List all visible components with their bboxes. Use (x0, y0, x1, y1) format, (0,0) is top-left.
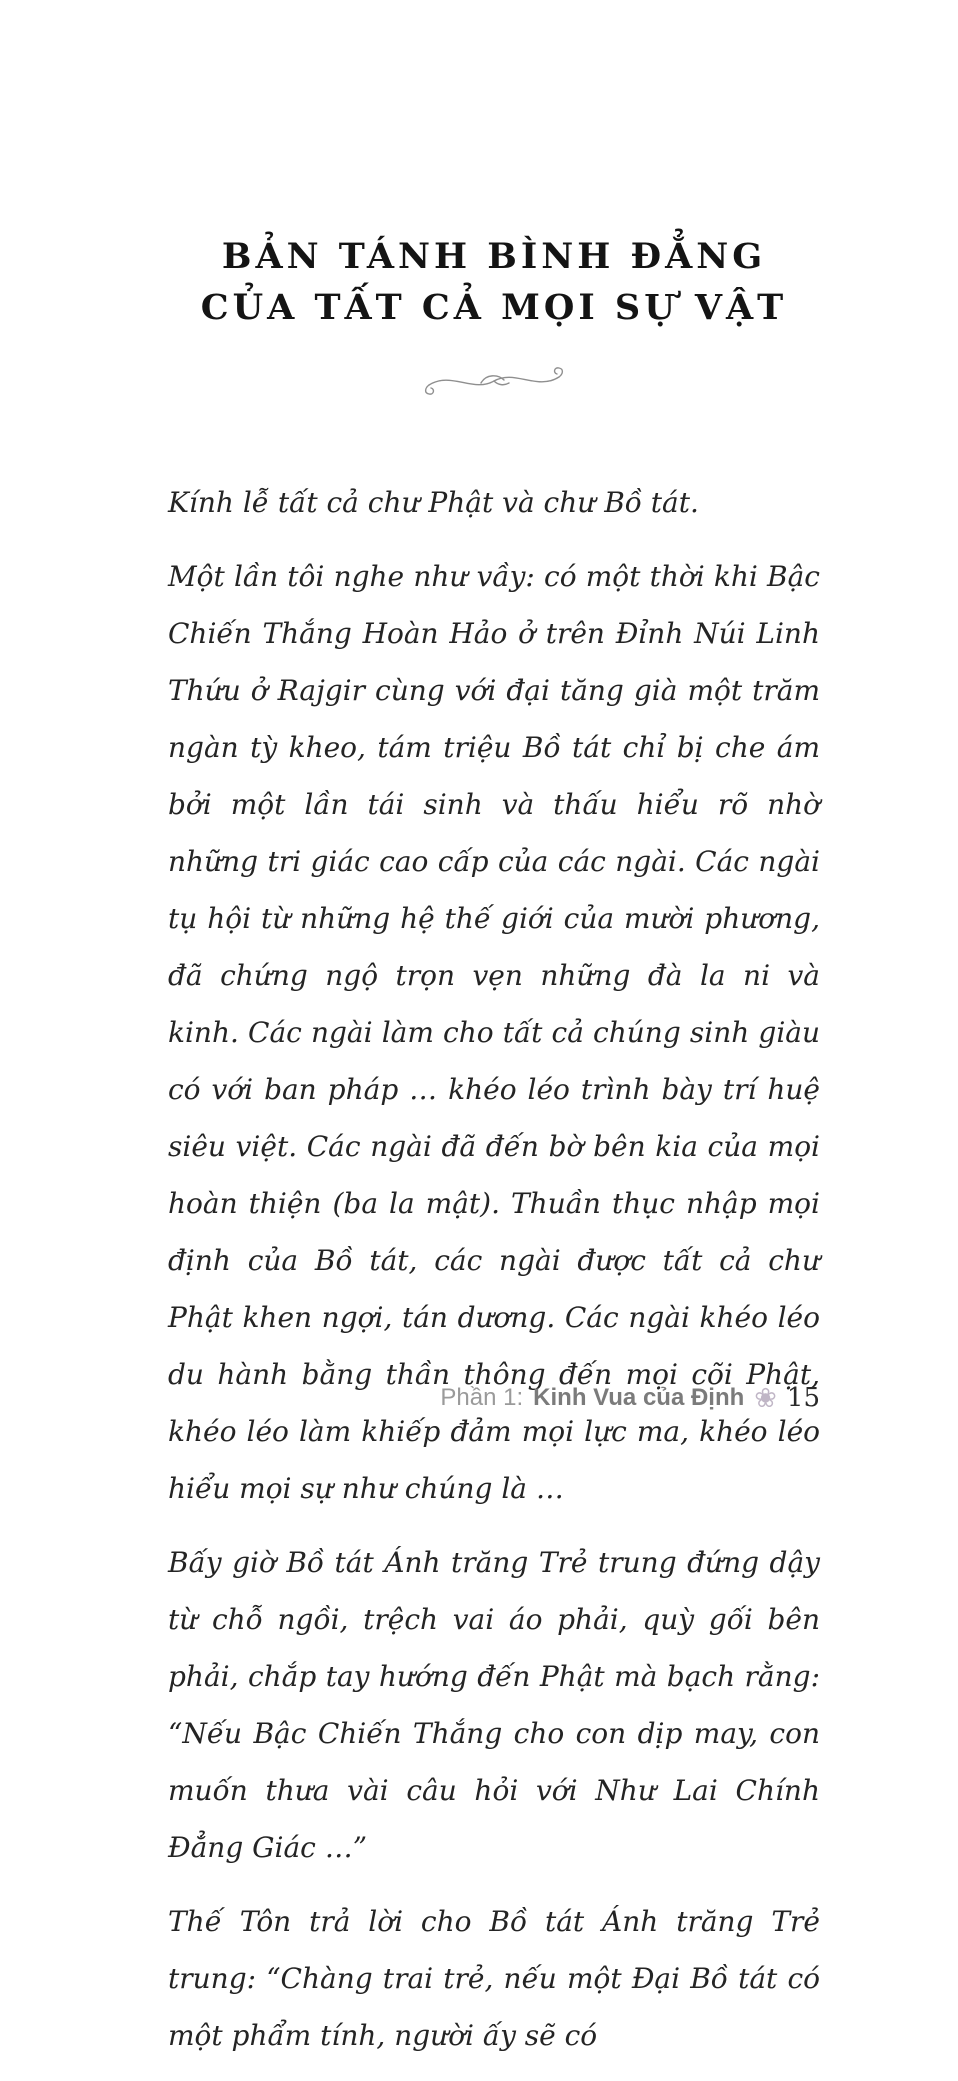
footer-part-label: Phần 1: (440, 1384, 524, 1411)
paragraph-sutra-opening: Một lần tôi nghe như vầy: có một thời khi Bậc Chiến Thắng Hoàn Hảo ở trên Đỉnh Núi Linh Thứu ở Rajgir cùng với đại tăng già một trăm ngàn tỳ kheo, tám triệu Bồ tát chỉ bị che ám bởi một lần tái sinh và thấu hiểu rõ nhờ những tri giác cao cấp của các ngài. Các ngài tụ hội từ những hệ thế giới của mười phương, đã chứng ngộ trọn vẹn những đà la ni và kinh. Các ngài làm cho tất cả chúng sinh giàu có với ban pháp … khéo léo trình bày trí huệ siêu việt. Các ngài đã đến bờ bên kia của mọi hoàn thiện (ba la mật). Thuần thục nhập mọi định của Bồ tát, các ngài được tất cả chư Phật khen ngợi, tán dương. Các ngài khéo léo du hành bằng thần thông đến mọi cõi Phật, khéo léo làm khiếp đảm mọi lực ma, khéo léo hiểu mọi sự như chúng là … (168, 559, 820, 1505)
paragraph-bodhisattva-question: Bấy giờ Bồ tát Ánh trăng Trẻ trung đứng dậy từ chỗ ngồi, trệch vai áo phải, quỳ gối bên phải, chắp tay hướng đến Phật mà bạch rằng: “Nếu Bậc Chiến Thắng cho con dịp may, con muốn thưa vài câu hỏi với Như Lai Chính Đẳng Giác …” (168, 1545, 820, 1864)
paragraph-buddha-reply: Thế Tôn trả lời cho Bồ tát Ánh trăng Trẻ trung: “Chàng trai trẻ, nếu một Đại Bồ tát có một phẩm tính, người ấy sẽ có (168, 1904, 820, 2052)
page-footer (440, 1383, 820, 1413)
lotus-icon: ❀ (754, 1382, 777, 1414)
page-content (168, 232, 820, 2081)
paragraph-homage: Kính lễ tất cả chư Phật và chư Bồ tát. (168, 485, 699, 519)
chapter-title-line-2: CỦA TẤT CẢ MỌI SỰ VẬT (200, 286, 788, 328)
footer-book-title: Kinh Vua của Định (533, 1384, 745, 1411)
flourish-ornament-icon (419, 362, 569, 400)
chapter-title (168, 232, 820, 334)
body-text (168, 474, 820, 2064)
chapter-title-line-1: BẢN TÁNH BÌNH ĐẲNG (221, 236, 767, 277)
ornament-wrap (168, 362, 820, 404)
page-number: 15 (786, 1383, 820, 1413)
